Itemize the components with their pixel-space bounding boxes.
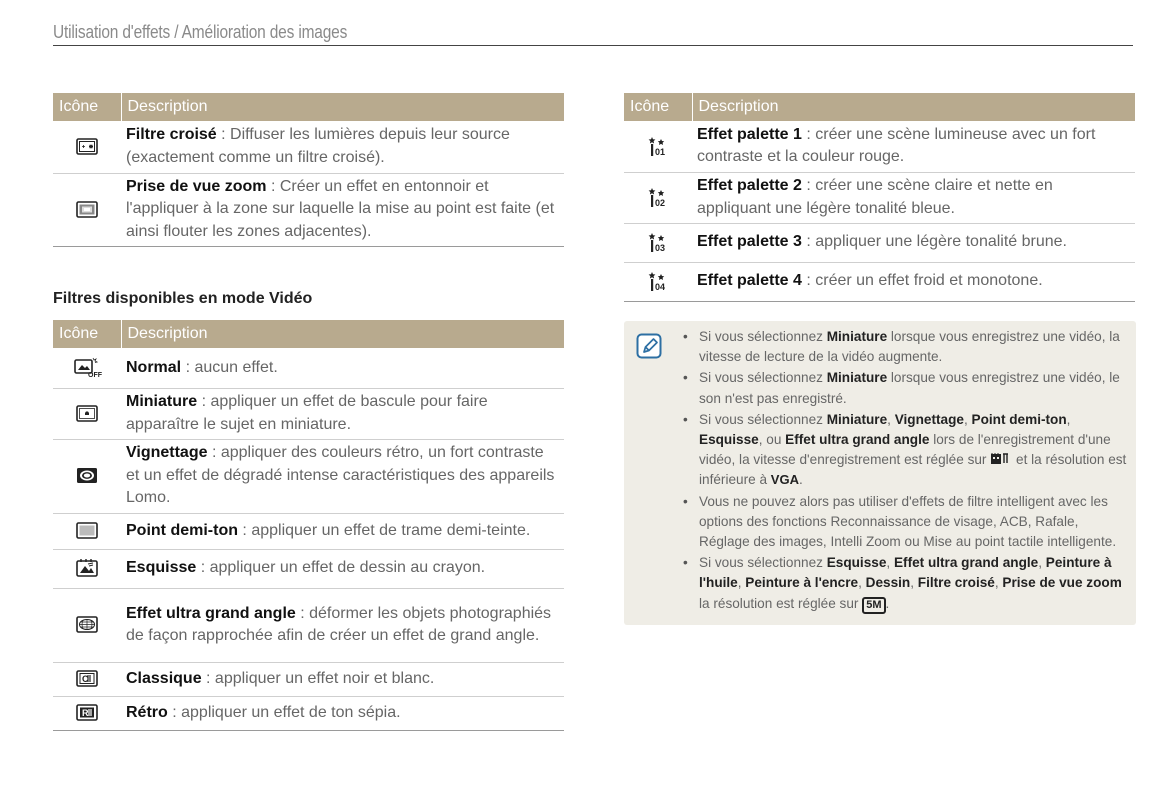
note-keyword: Prise de vue zoom (1002, 575, 1122, 591)
vga-badge: VGA (770, 472, 799, 488)
description-cell (121, 549, 564, 588)
page-header-title: Utilisation d'effets / Amélioration des images (53, 22, 348, 42)
description-cell (121, 513, 564, 549)
effect-name: Miniature (126, 393, 198, 410)
note-text: et la résolution est inférieure à (699, 452, 1127, 488)
note-list (682, 327, 1128, 615)
video-filters-table (53, 320, 564, 731)
icon-cell (53, 348, 121, 388)
svg-text:04: 04 (655, 282, 666, 293)
note-keyword: Esquisse (826, 555, 887, 571)
note-keyword: Miniature (826, 329, 888, 344)
description-cell (692, 172, 1135, 223)
note-keyword: Point demi-ton (971, 411, 1067, 427)
table-header-row (624, 93, 1135, 121)
note-text: , (1038, 555, 1046, 571)
note-text: Vous ne pouvez alors pas utiliser d'effets de filtre intelligent avec les options des fonctions Reconnaissance de visage, ACB, Rafale, Réglage des images, Intelli Zoom ou Mise au point tactile intelligente. (699, 493, 1117, 550)
description-cell (121, 348, 564, 388)
normal-off-icon (74, 356, 100, 378)
palette-2-icon (647, 186, 669, 208)
effect-description: : appliquer un effet de dessin au crayon. (196, 559, 486, 577)
table-row (624, 262, 1135, 301)
description-cell (121, 439, 564, 513)
effects-table-top (53, 93, 564, 247)
note-text: Si vous sélectionnez (699, 370, 827, 386)
effect-name: Prise de vue zoom (126, 177, 267, 195)
svg-text:R: R (82, 708, 89, 719)
icon-cell (53, 588, 121, 662)
table-row (53, 121, 564, 173)
table-row (53, 549, 564, 588)
effect-name: Vignettage (126, 444, 208, 462)
table-header-row (53, 93, 564, 121)
table-row (53, 348, 564, 388)
note-text: , ou (758, 432, 786, 448)
palette-effects-table (624, 93, 1135, 302)
resolution-badge: 5M (862, 597, 885, 614)
column-header-description: Description (121, 320, 564, 348)
cross-filter-icon (76, 138, 98, 155)
effect-description: : créer une scène claire et nette en appliquant une légère tonalité bleue. (697, 177, 1053, 217)
note-text: lorsque vous enregistrez une vidéo, la vitesse de lecture de la vidéo augmente. (699, 329, 1120, 365)
note-keyword: Dessin (865, 575, 911, 591)
effect-name: Effet palette 1 (697, 125, 802, 143)
effect-name: Effet palette 3 (697, 233, 802, 251)
note-keyword: Peinture à l'encre (745, 575, 859, 591)
retro-icon (76, 704, 98, 721)
column-header-description: Description (121, 93, 564, 121)
effect-description: : appliquer un effet de trame demi-teinte. (237, 521, 531, 539)
note-text: . (798, 472, 803, 488)
table-row (53, 439, 564, 513)
icon-cell (624, 262, 692, 301)
list-item (682, 492, 1128, 553)
description-cell (121, 121, 564, 173)
note-text: lorsque vous enregistrez une vidéo, le son n'est pas enregistré. (699, 370, 1120, 406)
list-item (682, 553, 1128, 614)
effect-name: Point demi-ton (126, 521, 238, 539)
list-item (682, 368, 1128, 408)
palette-1-icon (647, 135, 669, 157)
table-row (624, 172, 1135, 223)
icon-cell (53, 513, 121, 549)
svg-text:03: 03 (655, 243, 666, 254)
note-text: Si vous sélectionnez (699, 411, 827, 427)
note-keyword: Miniature (826, 411, 888, 427)
note-text: , (963, 411, 972, 427)
column-header-icon: Icône (53, 93, 121, 121)
table-row (53, 388, 564, 439)
palette-4-icon (647, 270, 669, 292)
page-header (53, 22, 1133, 46)
note-text: , (886, 555, 894, 571)
icon-cell (53, 662, 121, 696)
effect-description: : Créer un effet en entonnoir et l'appliquer à la zone sur laquelle la mise au point est faite (et ainsi flouter les zones adjacentes). (126, 177, 555, 240)
effect-description: : appliquer un effet de bascule pour faire apparaître le sujet en miniature. (126, 393, 488, 433)
effect-description: : appliquer un effet noir et blanc. (201, 669, 435, 687)
icon-cell (624, 121, 692, 172)
effect-name: Esquisse (126, 559, 197, 577)
note-text: , (1066, 411, 1071, 427)
note-text: , (994, 575, 1003, 591)
effect-name: Effet palette 4 (697, 272, 802, 290)
effect-name: Filtre croisé (126, 126, 217, 144)
note-keyword: Vignettage (894, 411, 964, 427)
effect-description: : aucun effet. (181, 358, 278, 376)
column-header-description: Description (692, 93, 1135, 121)
effect-name: Effet palette 2 (697, 177, 802, 194)
table-row (624, 121, 1135, 172)
note-keyword: Peinture à l'huile (699, 555, 1112, 591)
svg-text:02: 02 (655, 198, 666, 209)
effect-description: : créer un effet froid et monotone. (801, 272, 1043, 290)
svg-text:OFF: OFF (88, 372, 102, 380)
miniature-icon (76, 405, 98, 422)
table-row (53, 173, 564, 246)
note-keyword: Miniature (826, 370, 888, 386)
table-row (53, 696, 564, 730)
svg-text:C: C (82, 674, 89, 685)
icon-cell (53, 388, 121, 439)
effect-name: Classique (126, 669, 202, 687)
note-keyword: Effet ultra grand angle (893, 555, 1039, 571)
description-cell (121, 662, 564, 696)
classic-icon (76, 670, 98, 687)
note-text: , (858, 575, 866, 591)
table-row (53, 662, 564, 696)
note-text: Si vous sélectionnez (699, 555, 827, 571)
note-keyword: Filtre croisé (917, 575, 995, 591)
note-pencil-icon (636, 333, 662, 359)
effect-description: : créer une scène lumineuse avec un fort contraste et la couleur rouge. (697, 125, 1096, 166)
list-item (682, 327, 1128, 367)
note-text: Si vous sélectionnez (699, 329, 827, 344)
table-row (53, 513, 564, 549)
section-title: Filtres disponibles en mode Vidéo (53, 290, 313, 307)
fisheye-icon (76, 616, 98, 633)
table-header-row (53, 320, 564, 348)
sketch-icon (76, 558, 98, 578)
icon-cell (53, 696, 121, 730)
icon-cell (624, 172, 692, 223)
vignetting-icon (76, 467, 98, 484)
effect-name: Normal (126, 358, 182, 376)
effect-description: : Diffuser les lumières depuis leur source (exactement comme un filtre croisé). (126, 126, 510, 166)
table-row (624, 223, 1135, 262)
effect-description: : appliquer un effet de ton sépia. (167, 703, 401, 721)
description-cell (692, 223, 1135, 262)
column-header-icon: Icône (624, 93, 692, 121)
effect-description: : appliquer une légère tonalité brune. (801, 233, 1067, 251)
note-keyword: Esquisse (699, 432, 759, 448)
description-cell (121, 696, 564, 730)
note-text: lors de l'enregistrement d'une vidéo, la vitesse d'enregistrement est réglée sur (699, 432, 1111, 468)
recording-speed-icon (990, 452, 1012, 465)
list-item (682, 410, 1128, 491)
effect-name: Rétro (126, 703, 168, 721)
description-cell (692, 262, 1135, 301)
note-keyword: Effet ultra grand angle (785, 432, 930, 448)
column-header-icon: Icône (53, 320, 121, 348)
svg-text:01: 01 (655, 146, 666, 157)
icon-cell (53, 173, 121, 246)
description-cell (121, 388, 564, 439)
effect-description: : appliquer des couleurs rétro, un fort contraste et un effet de dégradé intense caractéristiques des appareils Lomo. (126, 444, 555, 507)
description-cell (121, 173, 564, 246)
note-text: , (737, 575, 746, 591)
description-cell (692, 121, 1135, 172)
effect-name: Effet ultra grand angle (126, 604, 296, 622)
note-text: , (887, 411, 895, 427)
effect-description: : déformer les objets photographiés de façon rapprochée afin de créer un effet de grand angle. (126, 604, 552, 644)
icon-cell (624, 223, 692, 262)
description-cell (121, 588, 564, 662)
zoom-shot-icon (76, 201, 98, 218)
note-box (624, 321, 1136, 625)
icon-cell (53, 549, 121, 588)
note-text: la résolution est réglée sur (699, 595, 863, 611)
note-text: . (885, 595, 890, 611)
note-text: , (910, 575, 918, 591)
icon-cell (53, 439, 121, 513)
palette-3-icon (647, 231, 669, 253)
halftone-icon (76, 522, 98, 539)
icon-cell (53, 121, 121, 173)
table-row (53, 588, 564, 662)
